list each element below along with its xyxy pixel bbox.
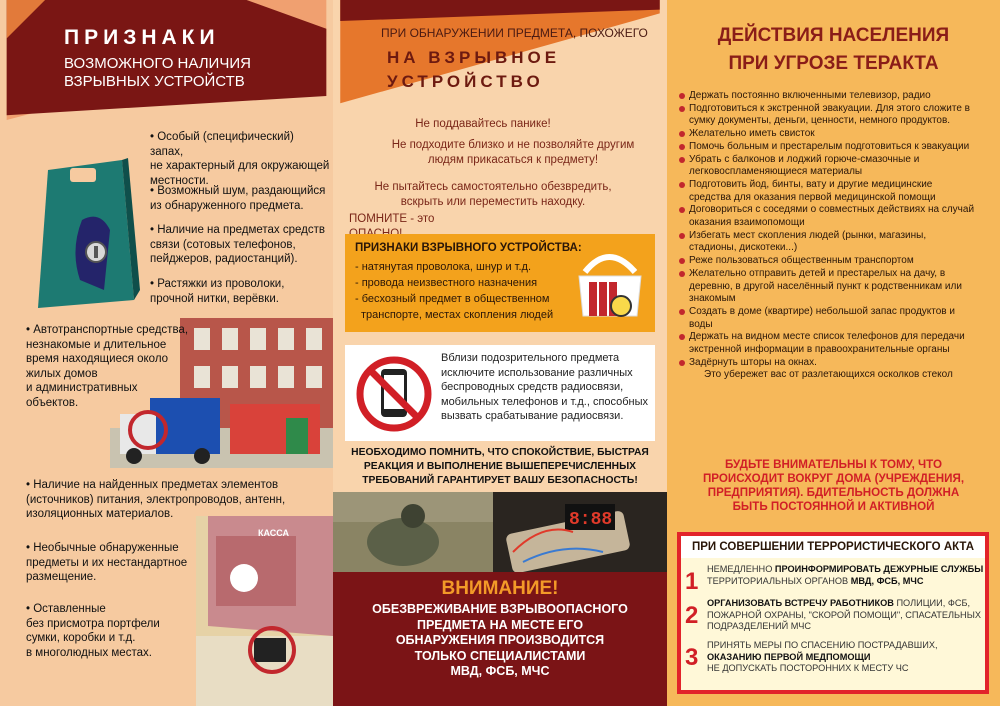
sapper-photo — [333, 492, 667, 584]
action-item: оказания взаимопомощи — [689, 217, 805, 229]
bullet-icon — [679, 360, 685, 366]
suspicious-bag-illustration — [30, 140, 142, 320]
warning-no-panic: Не поддавайтесь панике! — [415, 118, 551, 130]
action-item: Желательно иметь свисток — [679, 128, 997, 141]
actions-title: ДЕЙСТВИЯ НАСЕЛЕНИЯ ПРИ УГРОЗЕ ТЕРАКТА — [717, 25, 950, 74]
action-item: деревню, в другой населённый пункт к родственникам или — [689, 280, 962, 292]
explosive-signs-box — [345, 234, 655, 332]
bullet-icon — [679, 157, 685, 163]
actions-list — [679, 90, 997, 382]
attention-body: ОБЕЗВРЕЖИВАНИЕ ВЗРЫВООПАСНОГО ПРЕДМЕТА НА МЕСТЕ ЕГО ОБНАРУЖЕНИЯ ПРОИЗВОДИТСЯ ТОЛЬКО СПЕЦИАЛИСТАМИ МВД, ФСБ, МЧС — [372, 602, 628, 678]
sign-noise: • Возможный шум, раздающийся из обнаруженного предмета. — [150, 185, 326, 212]
bullet-icon — [679, 131, 685, 137]
kiosk-sign: КАССА — [258, 528, 290, 538]
warning-do-not-touch: Не пытайтесь самостоятельно обезвредить, вскрыть или переместить находку. — [374, 181, 612, 208]
bullet-icon — [679, 182, 685, 188]
bullet-icon — [679, 258, 685, 264]
bullet-icon — [679, 271, 685, 277]
attention-title: ВНИМАНИЕ! — [441, 578, 559, 599]
warning-dangerous: ПОМНИТЕ - это — [349, 213, 435, 225]
sign-odor: • Особый (специфический) запах, не характерный для окружающей местности. — [150, 131, 330, 187]
sign-unusual-objects: • Необычные обнаруженные предметы и их нестандартное размещение. — [26, 542, 188, 583]
bullet-icon — [679, 207, 685, 213]
action-item: Держать постоянно включенными телевизор, радио — [679, 90, 997, 103]
timer-display: 8:88 — [569, 510, 613, 530]
page-subtitle: ВОЗМОЖНОГО НАЛИЧИЯ ВЗРЫВНЫХ УСТРОЙСТВ — [64, 55, 251, 90]
action-item: Подготовиться к экстренной эвакуации. Для этого сложите в — [679, 103, 997, 116]
no-phone-box — [345, 345, 655, 441]
action-item: знакомым — [689, 293, 736, 305]
action-item: Реже пользоваться общественным транспортом — [679, 255, 997, 268]
action-item: Желательно отправить детей и престарелых на дачу, в — [679, 268, 997, 281]
action-item: легковоспламеняющиеся материалы — [689, 166, 863, 178]
safety-note: НЕОБХОДИМО ПОМНИТЬ, ЧТО СПОКОЙСТВИЕ, БЫСТРАЯ РЕАКЦИЯ И ВЫПОЛНЕНИЕ ВЫШЕПЕРЕЧИСЛЕННЫХ ТРЕБОВАНИЙ ГАРАНТИРУЕТ ВАШУ БЕЗОПАСНОСТЬ! — [351, 447, 649, 486]
page-title: ПРИЗНАКИ — [64, 26, 220, 49]
explosive-signs-title: ПРИЗНАКИ ВЗРЫВНОГО УСТРОЙСТВА: — [355, 242, 582, 254]
column-actions — [667, 0, 1000, 706]
bullet-icon — [679, 334, 685, 340]
action-item: стадионы, дискотеки...) — [689, 242, 798, 254]
bullet-icon — [679, 309, 685, 315]
attention-box — [333, 572, 667, 706]
sign-power-sources: • Наличие на найденных предметах элементов (источников) питания, электропроводов, антенн, изоляционных материалов. — [26, 479, 286, 520]
warning-keep-distance: Не подходите близко и не позволяйте другим людям прикасаться к предмету! — [391, 139, 635, 166]
action-item: средства для оказания первой медицинской помощи — [689, 191, 936, 203]
found-object-title: НА ВЗРЫВНОЕ УСТРОЙСТВО — [387, 48, 561, 91]
bullet-icon — [679, 144, 685, 150]
action-item: Это убережет вас от разлетающихся осколков стекол — [704, 369, 953, 381]
bomb-bag-icon — [571, 242, 649, 326]
action-item: Создать в доме (квартире) небольшой запас продуктов и — [679, 306, 997, 319]
explosive-sign-item: транспорте, местах скопления людей — [361, 309, 554, 321]
action-item: Задёрнуть шторы на окнах. — [679, 357, 997, 370]
terror-act-box: ПРИ СОВЕРШЕНИИ ТЕРРОРИСТИЧЕСКОГО АКТА 1 НЕМЕДЛЕННО ПРОИНФОРМИРОВАТЬ ДЕЖУРНЫЕ СЛУЖБЫ ТЕРРИТОРИАЛЬНЫХ ОРГАНОВ МВД, ФСБ, МЧС 2 ОРГАНИЗОВАТЬ ВСТРЕЧУ РАБОТНИКОВ ПОЛИЦИИ, ФСБ, ПОЖАРНОЙ ОХРАНЫ, "СКОРОЙ ПОМОЩИ", СПАСАТЕЛЬНЫХ ПОДРАЗДЕЛЕНИЙ МЧС 3 ПРИНЯТЬ МЕРЫ ПО СПАСЕНИЮ ПОСТРАДАВШИХ, ОКАЗАНИЮ ПЕРВОЙ МЕДПОМОЩИ НЕ ДОПУСКАТЬ ПОСТОРОННИХ К МЕСТУ ЧС — [677, 532, 989, 694]
sign-unattended-bags: • Оставленные без присмотра портфели сумки, коробки и т.д. в многолюдных местах. — [26, 603, 160, 659]
terror-act-title: ПРИ СОВЕРШЕНИИ ТЕРРОРИСТИЧЕСКОГО АКТА — [681, 536, 985, 558]
no-phone-text: Вблизи подозрительного предмета исключите использование различных беспроводных средств радиосвязи, мобильных телефонов и т.д., способных вызвать срабатывание радиосвязи. — [441, 352, 649, 422]
explosive-sign-item: - провода неизвестного назначения — [355, 277, 538, 289]
explosive-sign-item: - бесхозный предмет в общественном — [355, 293, 550, 305]
action-item: экстренной информации в правоохранительные органы — [689, 344, 950, 356]
sign-tripwires: • Растяжки из проволоки, прочной нитки, верёвки. — [150, 278, 285, 305]
bullet-icon — [679, 93, 685, 99]
action-item: Договориться с соседями о совместных действиях на случай — [679, 204, 997, 217]
explosive-sign-item: - натянутая проволока, шнур и т.д. — [355, 261, 532, 273]
action-item: воды — [689, 318, 713, 330]
column-found-object — [333, 0, 667, 706]
action-item: Помочь больным и престарелым подготовиться к эвакуации — [679, 141, 997, 154]
sign-comm-devices: • Наличие на предметах средств связи (сотовых телефонов, пейджеров, радиостанций). — [150, 224, 326, 265]
action-item: Избегать мест скопления людей (рынки, магазины, — [679, 230, 997, 243]
vigilance-warning: БУДЬТЕ ВНИМАТЕЛЬНЫ К ТОМУ, ЧТО ПРОИСХОДИТ ВОКРУГ ДОМА (УЧРЕЖДЕНИЯ, ПРЕДПРИЯТИЯ). БДИТЕЛЬНОСТЬ ДОЛЖНА БЫТЬ ПОСТОЯННОЙ И АКТИВНОЙ — [702, 458, 965, 513]
action-item: сумку документы, деньги, ценности, немного продуктов. — [689, 115, 951, 127]
kiosk-illustration — [196, 516, 333, 706]
action-item: Убрать с балконов и лоджий горюче-смазочные и — [679, 154, 997, 167]
action-item: Держать на видном месте список телефонов для передачи — [679, 331, 997, 344]
sign-unknown-vehicles: • Автотранспортные средства, незнакомые и длительное время находящиеся около жилых домов и административных объектов. — [26, 324, 189, 409]
no-phone-icon — [355, 355, 433, 433]
action-item: Подготовить йод, бинты, вату и другие медицинские — [679, 179, 997, 192]
bullet-icon — [679, 233, 685, 239]
found-object-pretitle: ПРИ ОБНАРУЖЕНИИ ПРЕДМЕТА, ПОХОЖЕГО — [381, 26, 648, 40]
column-signs — [0, 0, 333, 706]
bullet-icon — [679, 106, 685, 112]
